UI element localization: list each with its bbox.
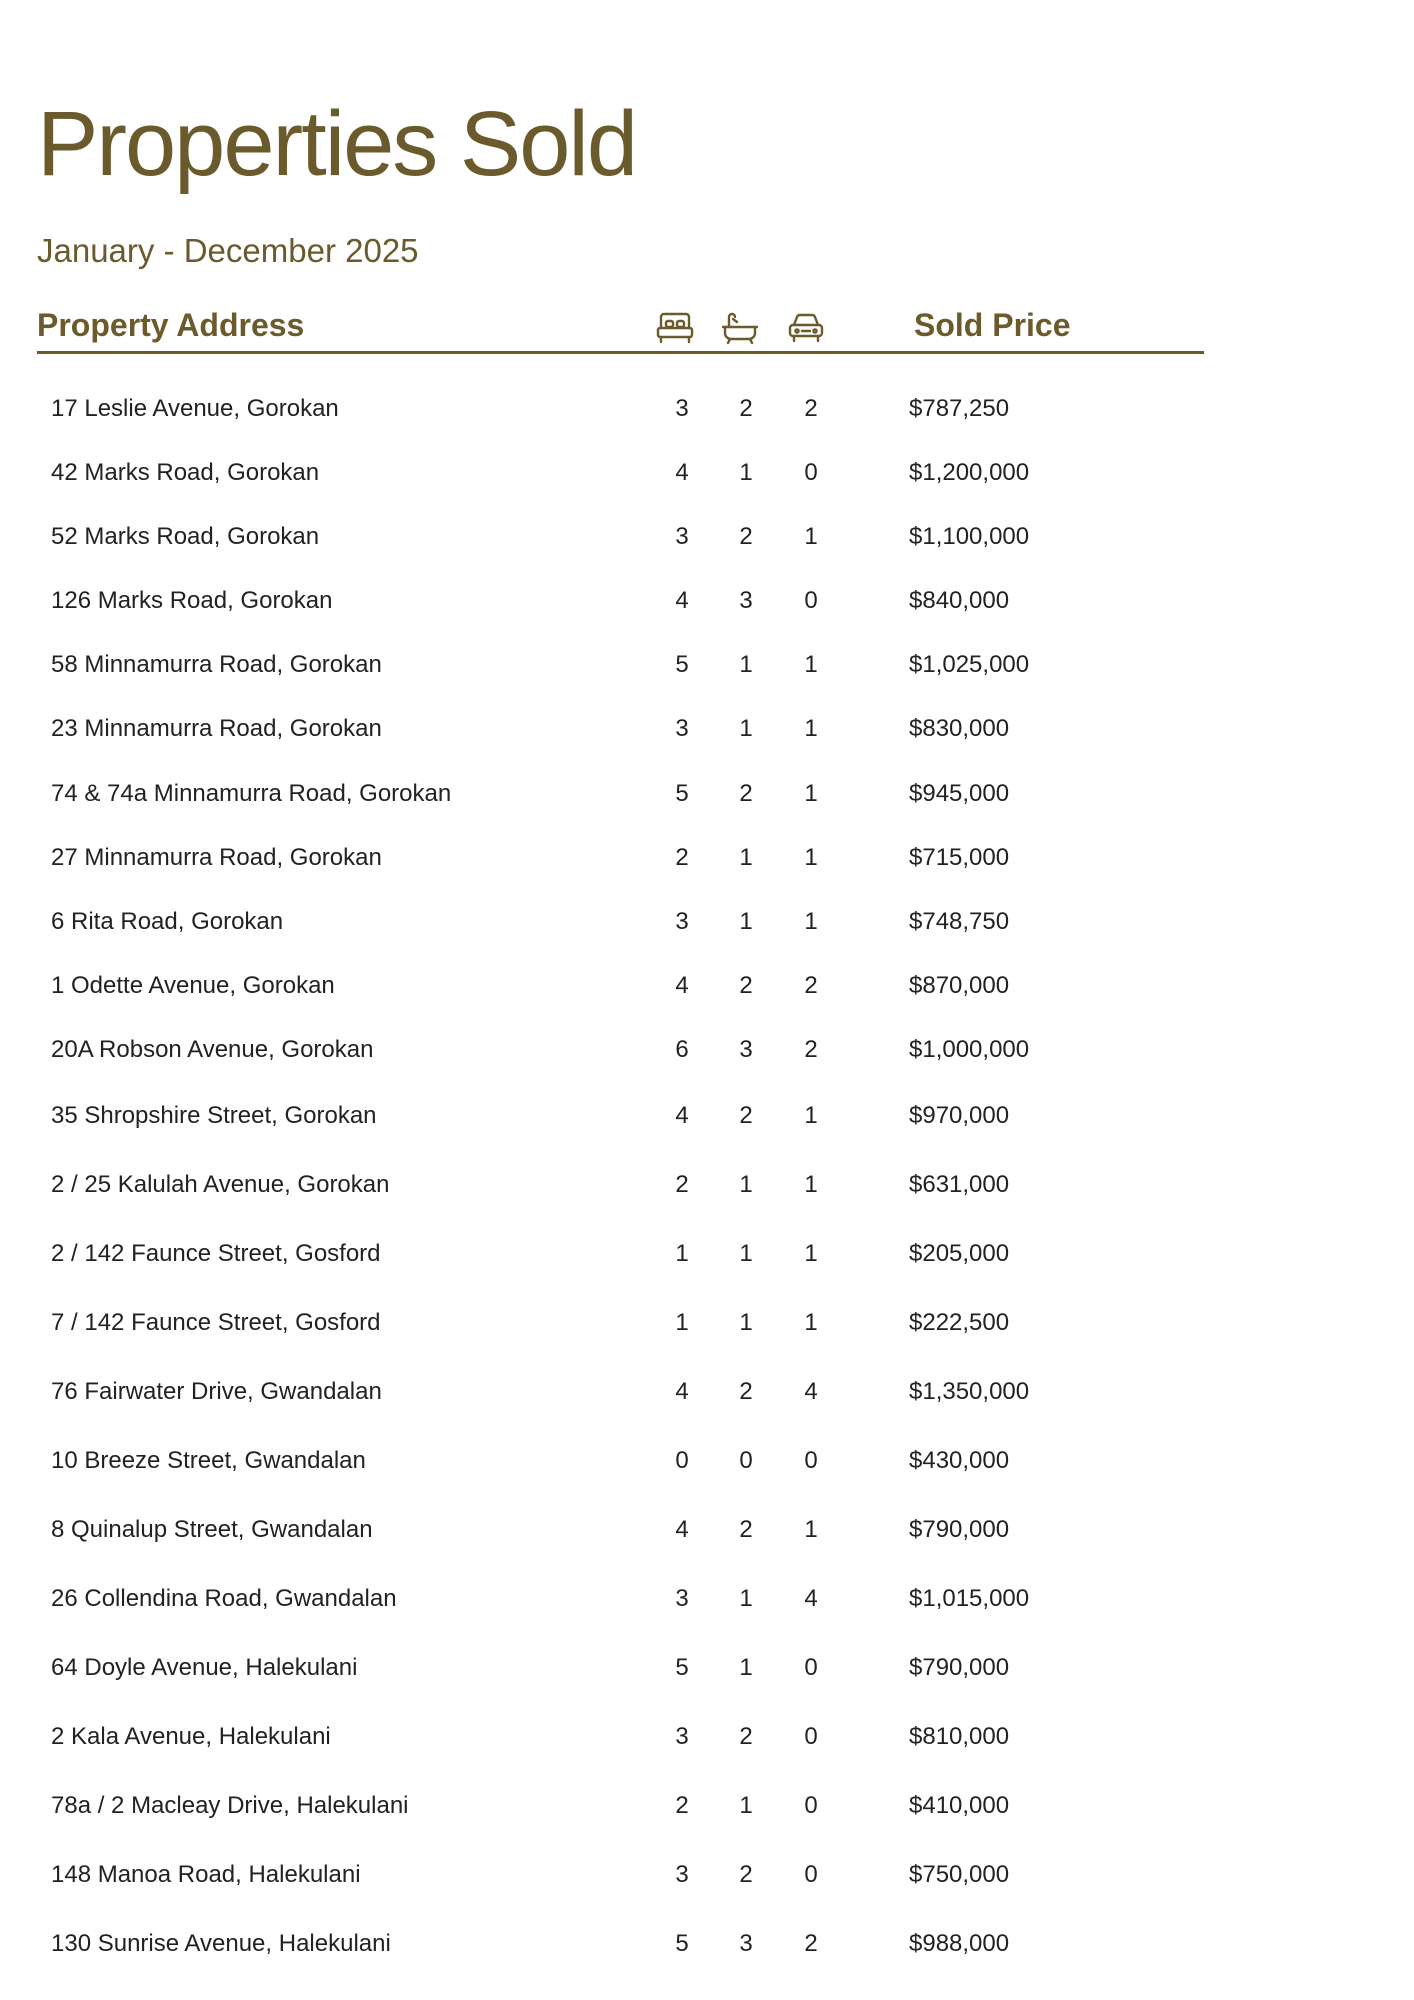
bath-count: 2	[739, 1516, 753, 1543]
bed-count: 4	[675, 1102, 689, 1129]
bath-count: 1	[739, 715, 753, 742]
property-address: 27 Minnamurra Road, Gorokan	[51, 844, 382, 871]
car-count: 2	[804, 1036, 818, 1063]
property-address: 2 / 25 Kalulah Avenue, Gorokan	[51, 1171, 390, 1198]
bed-count: 4	[675, 972, 689, 999]
property-address: 76 Fairwater Drive, Gwandalan	[51, 1378, 382, 1405]
property-address: 78a / 2 Macleay Drive, Halekulani	[51, 1792, 409, 1819]
table-row	[0, 1447, 1414, 1487]
price-column-header: Sold Price	[914, 307, 1071, 343]
car-count: 1	[804, 1516, 818, 1543]
property-address: 64 Doyle Avenue, Halekulani	[51, 1654, 358, 1681]
bath-count: 2	[739, 1378, 753, 1405]
bath-count: 2	[739, 395, 753, 422]
sold-price: $790,000	[909, 1654, 1010, 1681]
table-row	[0, 1654, 1414, 1694]
bed-count: 4	[675, 587, 689, 614]
property-address: 74 & 74a Minnamurra Road, Gorokan	[51, 780, 452, 807]
table-header	[37, 303, 1204, 354]
bath-count: 1	[739, 844, 753, 871]
property-address: 52 Marks Road, Gorokan	[51, 523, 320, 550]
property-address: 1 Odette Avenue, Gorokan	[51, 972, 335, 999]
sold-price: $787,250	[909, 395, 1010, 422]
sold-price: $430,000	[909, 1447, 1010, 1474]
bed-count: 3	[675, 395, 689, 422]
table-row	[0, 908, 1414, 948]
property-address: 7 / 142 Faunce Street, Gosford	[51, 1309, 381, 1336]
car-count: 1	[804, 1240, 818, 1267]
sold-price: $830,000	[909, 715, 1010, 742]
sold-price: $205,000	[909, 1240, 1010, 1267]
car-icon	[786, 311, 826, 345]
sold-price: $988,000	[909, 1930, 1010, 1957]
bath-count: 1	[739, 651, 753, 678]
table-row	[0, 1102, 1414, 1142]
sold-price: $631,000	[909, 1171, 1010, 1198]
property-address: 42 Marks Road, Gorokan	[51, 459, 320, 486]
property-address: 17 Leslie Avenue, Gorokan	[51, 395, 339, 422]
table-row	[0, 587, 1414, 627]
bed-count: 0	[675, 1447, 689, 1474]
sold-price: $410,000	[909, 1792, 1010, 1819]
page-title: Properties Sold	[37, 93, 636, 195]
table-row	[0, 1309, 1414, 1349]
sold-price: $748,750	[909, 908, 1010, 935]
table-row	[0, 1861, 1414, 1901]
property-address: 6 Rita Road, Gorokan	[51, 908, 284, 935]
bath-count: 2	[739, 972, 753, 999]
table-row	[0, 780, 1414, 820]
bed-count: 2	[675, 844, 689, 871]
sold-price: $970,000	[909, 1102, 1010, 1129]
sold-price: $810,000	[909, 1723, 1010, 1750]
property-address: 148 Manoa Road, Halekulani	[51, 1861, 361, 1888]
property-address: 10 Breeze Street, Gwandalan	[51, 1447, 366, 1474]
car-count: 0	[804, 1654, 818, 1681]
bed-count: 4	[675, 1516, 689, 1543]
bed-count: 5	[675, 1930, 689, 1957]
table-row	[0, 523, 1414, 563]
bath-count: 3	[739, 1930, 753, 1957]
bath-count: 1	[739, 459, 753, 486]
car-count: 4	[804, 1378, 818, 1405]
car-count: 1	[804, 1309, 818, 1336]
car-count: 2	[804, 395, 818, 422]
car-count: 1	[804, 715, 818, 742]
car-count: 1	[804, 844, 818, 871]
car-count: 1	[804, 780, 818, 807]
bath-count: 2	[739, 780, 753, 807]
bed-count: 3	[675, 1723, 689, 1750]
car-count: 4	[804, 1585, 818, 1612]
sold-price: $945,000	[909, 780, 1010, 807]
bed-icon	[655, 311, 695, 345]
bath-icon	[720, 311, 760, 345]
sold-price: $1,350,000	[909, 1378, 1030, 1405]
sold-price: $870,000	[909, 972, 1010, 999]
bath-count: 1	[739, 1585, 753, 1612]
table-row	[0, 459, 1414, 499]
car-count: 0	[804, 1861, 818, 1888]
bed-count: 2	[675, 1792, 689, 1819]
property-address: 126 Marks Road, Gorokan	[51, 587, 333, 614]
table-row	[0, 844, 1414, 884]
property-address: 2 Kala Avenue, Halekulani	[51, 1723, 331, 1750]
car-count: 0	[804, 1792, 818, 1819]
car-count: 2	[804, 1930, 818, 1957]
property-address: 58 Minnamurra Road, Gorokan	[51, 651, 382, 678]
table-row	[0, 1240, 1414, 1280]
car-count: 1	[804, 1102, 818, 1129]
table-row	[0, 651, 1414, 691]
bath-count: 2	[739, 523, 753, 550]
bath-count: 1	[739, 1792, 753, 1819]
sold-price: $750,000	[909, 1861, 1010, 1888]
bed-count: 4	[675, 459, 689, 486]
sold-price: $1,015,000	[909, 1585, 1030, 1612]
table-row	[0, 1585, 1414, 1625]
property-address: 2 / 142 Faunce Street, Gosford	[51, 1240, 381, 1267]
bath-count: 1	[739, 908, 753, 935]
table-row	[0, 972, 1414, 1012]
car-count: 0	[804, 459, 818, 486]
bed-count: 3	[675, 908, 689, 935]
bed-count: 5	[675, 780, 689, 807]
sold-price: $1,100,000	[909, 523, 1030, 550]
table-row	[0, 395, 1414, 435]
bed-count: 3	[675, 1861, 689, 1888]
table-row	[0, 715, 1414, 755]
sold-price: $1,025,000	[909, 651, 1030, 678]
bath-count: 2	[739, 1102, 753, 1129]
bed-count: 3	[675, 715, 689, 742]
bath-count: 3	[739, 587, 753, 614]
bath-count: 1	[739, 1309, 753, 1336]
bath-count: 0	[739, 1447, 753, 1474]
property-address: 26 Collendina Road, Gwandalan	[51, 1585, 397, 1612]
sold-price: $715,000	[909, 844, 1010, 871]
sold-price: $790,000	[909, 1516, 1010, 1543]
table-row	[0, 1930, 1414, 1970]
table-row	[0, 1171, 1414, 1211]
property-address: 8 Quinalup Street, Gwandalan	[51, 1516, 373, 1543]
bath-count: 2	[739, 1723, 753, 1750]
car-count: 1	[804, 908, 818, 935]
bath-count: 3	[739, 1036, 753, 1063]
car-count: 2	[804, 972, 818, 999]
bed-count: 6	[675, 1036, 689, 1063]
sold-price: $1,200,000	[909, 459, 1030, 486]
sold-price: $222,500	[909, 1309, 1010, 1336]
car-count: 1	[804, 523, 818, 550]
car-count: 0	[804, 587, 818, 614]
property-address: 35 Shropshire Street, Gorokan	[51, 1102, 377, 1129]
bath-count: 2	[739, 1861, 753, 1888]
bed-count: 2	[675, 1171, 689, 1198]
table-row	[0, 1036, 1414, 1076]
page-subtitle: January - December 2025	[37, 232, 419, 269]
bed-count: 1	[675, 1240, 689, 1267]
car-count: 0	[804, 1723, 818, 1750]
bath-count: 1	[739, 1654, 753, 1681]
bath-count: 1	[739, 1171, 753, 1198]
sold-price: $1,000,000	[909, 1036, 1030, 1063]
property-address: 23 Minnamurra Road, Gorokan	[51, 715, 382, 742]
bed-count: 4	[675, 1378, 689, 1405]
car-count: 1	[804, 651, 818, 678]
bed-count: 1	[675, 1309, 689, 1336]
bed-count: 5	[675, 1654, 689, 1681]
property-address: 20A Robson Avenue, Gorokan	[51, 1036, 374, 1063]
table-row	[0, 1516, 1414, 1556]
sold-price: $840,000	[909, 587, 1010, 614]
table-row	[0, 1792, 1414, 1832]
bath-count: 1	[739, 1240, 753, 1267]
car-count: 0	[804, 1447, 818, 1474]
bed-count: 5	[675, 651, 689, 678]
table-row	[0, 1378, 1414, 1418]
table-row	[0, 1723, 1414, 1763]
address-column-header: Property Address	[37, 307, 305, 343]
bed-count: 3	[675, 1585, 689, 1612]
bed-count: 3	[675, 523, 689, 550]
property-address: 130 Sunrise Avenue, Halekulani	[51, 1930, 391, 1957]
car-count: 1	[804, 1171, 818, 1198]
